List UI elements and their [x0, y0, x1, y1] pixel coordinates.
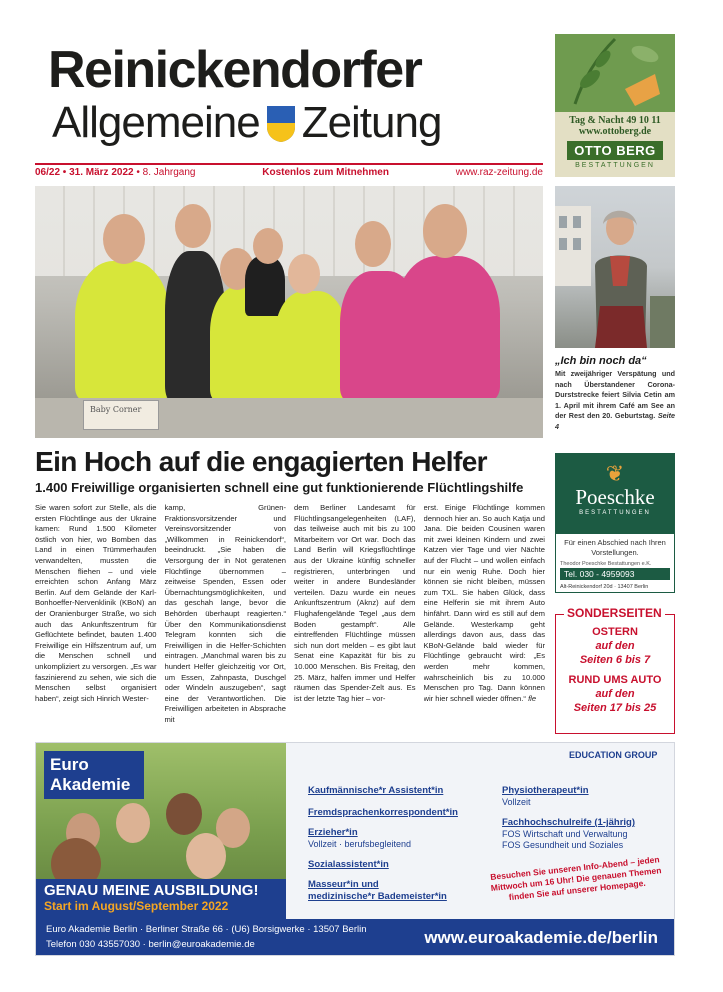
ad-poeschke-addr: Alt-Reinickendorf 20d · 13407 Berlin: [560, 584, 649, 590]
special-item-auto-ref-b: Seiten 17 bis 25: [573, 702, 657, 714]
euro-banner-start: Start im August/September 2022: [44, 899, 229, 913]
course-physio-sub: Vollzeit: [502, 797, 531, 807]
ad-poeschke-header: [556, 454, 674, 534]
special-pages-box: [555, 606, 675, 734]
person-helper: [275, 291, 347, 401]
article-column-1: Sie waren sofort zur Stelle, als die ersten Flüchtlinge aus der Ukraine kamen: Rund 1.500 Kilometer östlich von hier, wo Bomben das Land in einen Trümmerhaufen verwandelten, mussten die Menschen fliehen – und viele erreichten schon Anfang März Berlin. Auf dem Gelände der Karl-Bonhoeffer-Nervenklinik (KBoN) an der Oranienburger Straße, wo sich auch das Ankunftszentrum für Geflüchtete befindet, bauten 1.400 Freiwillige ein Hilfszentrum auf, um die Menschen schnell und unkompliziert zu versorgen. „Es war faszinierend zu sehen, wie sich die Menschen selbst organisiert haben“, zeigt sich Hinrich Wester-: [35, 503, 157, 703]
article-author: fle: [528, 693, 537, 703]
person-helper: [75, 261, 170, 401]
issue-number: 06/22 • 31. März 2022 • 8. Jahrgang: [35, 167, 196, 178]
course-fos-gesundheit: FOS Gesundheit und Soziales: [502, 840, 624, 850]
free-notice: Kostenlos zum Mitnehmen: [262, 167, 389, 178]
ad-otto-tel: Tag & Nacht 49 10 11: [569, 115, 661, 126]
ad-otto-berg[interactable]: [555, 34, 675, 177]
ad-otto-brand: OTTO BERG: [567, 141, 663, 160]
course-masseur-a[interactable]: Masseur*in und: [308, 879, 379, 890]
euro-akademie-logo: Euro Akademie: [44, 751, 144, 799]
person-helper: [395, 256, 500, 401]
side-photo: [555, 186, 675, 348]
website-link[interactable]: www.raz-zeitung.de: [455, 167, 543, 178]
ad-otto-web[interactable]: www.ottoberg.de: [578, 126, 652, 137]
special-item-ostern[interactable]: OSTERN: [592, 626, 638, 638]
article-column-2: kamp, Grünen-Fraktionsvorsitzender und Vereinsvorsitzender von „Willkommen in Reinickendorf“, beeindruckt. „Sie haben die Versorgung der in Not geratenen Flüchtlinge übernommen – zeitweise Spenden, Essen oder Übernachtungsmöglichkeiten, und das geschah lange, bevor die Behörden überhaupt reagierten.“ Über den Kommunikationsdienst Telegram konnten sich die Freiwilligen in die Helfer-Schichten eintragen. „Manchmal waren bis zu hundert Helfer gleichzeitig vor Ort, um Essen, Zahnpasta, Duschgel oder Windeln auszugeben“, sagt eine der Verantwortlichen. Die Freiwilligen arbeiteten in Absprache mit: [164, 503, 286, 724]
special-item-auto-ref-a: auf den: [595, 688, 635, 700]
euro-address: Euro Akademie Berlin · Berliner Straße 66 · (U6) Borsigwerke · 13507 Berlin: [46, 924, 367, 935]
coat-of-arms-icon: [266, 104, 296, 142]
leaf-illustration: [555, 34, 675, 114]
euro-banner: [36, 879, 286, 919]
ad-poeschke-tel: Tel. 030 - 4959093: [560, 568, 670, 580]
person-head: [175, 204, 211, 248]
student-face: [116, 803, 150, 843]
baby-corner-sign: Baby Corner: [83, 400, 159, 430]
course-erzieher-sub: Vollzeit · berufsbegleitend: [308, 839, 412, 849]
course-fremdsprachen[interactable]: Fremdsprachenkorrespondent*in: [308, 807, 458, 818]
main-photo: [35, 186, 543, 438]
course-erzieher[interactable]: Erzieher*in: [308, 827, 358, 838]
course-physio[interactable]: Physiotherapeut*in: [502, 785, 589, 796]
ad-poeschke[interactable]: [555, 453, 675, 593]
person-head: [423, 204, 467, 258]
euro-contact[interactable]: Telefon 030 43557030 · berlin@euroakademie.de: [46, 939, 255, 950]
euro-url[interactable]: www.euroakademie.de/berlin: [424, 928, 658, 947]
info-evening-note: Besuchen Sie unseren Info-Abend – jeden Mittwoch um 16 Uhr! Die genauen Themen finden Sie auf unserer Homepage.: [489, 854, 662, 903]
person-head: [103, 214, 145, 264]
ad-poeschke-body: Für einen Abschied nach Ihren Vorstellungen.: [564, 538, 666, 557]
masthead-word-zeitung: Zeitung: [301, 98, 442, 147]
article-body: [35, 503, 545, 735]
person-head: [253, 228, 283, 264]
ad-poeschke-owner: Theodor Poeschke Bestattungen e.K.: [560, 561, 652, 567]
euro-footer: [36, 919, 675, 956]
article-subhead: 1.400 Freiwillige organisierten schnell eine gut funktionierende Flüchtlingshilfe: [35, 480, 524, 495]
flame-icon: ❦: [605, 461, 625, 486]
education-group-logo: EDUCATION GROUP: [569, 750, 658, 760]
article-column-4: erst. Einige Flüchtlinge kommen dennoch hier an. So auch Katja und Jana. Die beiden Cousinen waren mit zwei kleinen Kindern und zwei Katzen vier Tage und vier Nächte auf der Flucht – und wollen einfach nur ein wenig Ruhe. Doch hier können sie nicht bleiben, müssen zum TXL. Sie haben Glück, dass eine Helferin sie mit ihrem Auto hinfährt. Dann wird es still auf dem Gelände. Westerkamp geht allerdings davon aus, dass das KBoN-Gelände bald wieder für Flüchtlinge gebraucht wird: „Es werden mehr kommen, wahrscheinlich bis zu 10.000 Menschen pro Tag. Dann können wir hier schnell wieder öffnen.“ fle: [423, 503, 545, 703]
side-story-text: Mit zweijähriger Verspätung und nach Überstandener Corona-Durststrecke feiert Silvia Cetin am 1. April mit ihrem Café am See an der Rest den 20. Geburtstag. Seite 4: [555, 369, 675, 431]
side-story-ref[interactable]: Seite 4: [555, 411, 675, 431]
student-face: [166, 793, 202, 835]
side-story-title: „Ich bin noch da“: [555, 355, 647, 367]
course-fachhochschulreife[interactable]: Fachhochschulreife (1-jährig): [502, 817, 636, 828]
special-pages-title: SONDERSEITEN: [564, 606, 665, 620]
ad-otto-sub: BESTATTUNGEN: [575, 162, 655, 169]
special-item-auto[interactable]: RUND UMS AUTO: [568, 674, 662, 686]
masthead-word-allgemeine: Allgemeine: [52, 98, 260, 147]
course-masseur-b[interactable]: medizinische*r Bademeister*in: [308, 891, 447, 902]
course-kaufm-assistent[interactable]: Kaufmännische*r Assistent*in: [308, 785, 444, 796]
euro-banner-title: GENAU MEINE AUSBILDUNG!: [44, 882, 259, 899]
masthead-title-line1: Reinickendorfer: [48, 41, 422, 99]
person-head: [355, 221, 391, 267]
ad-otto-info: [555, 112, 675, 177]
issue-bar: [35, 163, 543, 177]
masthead: [30, 30, 550, 150]
masthead-title-line2: [52, 98, 441, 148]
person-head: [288, 254, 320, 294]
course-fos-wirtschaft: FOS Wirtschaft und Verwaltung: [502, 829, 628, 839]
ad-poeschke-sub: BESTATTUNGEN: [579, 510, 651, 516]
course-sozialassistent[interactable]: Sozialassistent*in: [308, 859, 389, 870]
article-headline: Ein Hoch auf die engagierten Helfer: [35, 446, 487, 477]
student-face: [186, 833, 226, 879]
person-helper: [245, 256, 285, 316]
special-item-ostern-ref-a: auf den: [595, 640, 635, 652]
article-column-3: dem Berliner Landesamt für Flüchtlingsangelegenheiten (LAF), das teilweise auch mit bis zu 100 Mitarbeitern vor Ort war. Doch das Land Berlin will Kriegsflüchtlinge aus der Ukraine künftig schneller registrieren, unterbringen und weiter in andere Bundesländer verteilen. Dazu wurde ein neues Ankunftszentrum (Aknz) auf dem Flughafengelände Tegel „aus dem Boden gestampft“. Alle eintreffenden Flüchtlinge müssen sich nun dort melden – es gibt laut Senat eine Kapazität für bis zu 10.000 Menschen. Bis Freitag, den 25. März, halfen immer und Helfer räumen das Spender-Zelt aus. Es ist der letzte Tag hier – vor-: [294, 503, 416, 703]
ad-poeschke-name: Poeschke: [575, 485, 655, 509]
special-item-ostern-ref-b: Seiten 6 bis 7: [579, 654, 651, 666]
ad-euro-akademie[interactable]: [35, 742, 675, 956]
